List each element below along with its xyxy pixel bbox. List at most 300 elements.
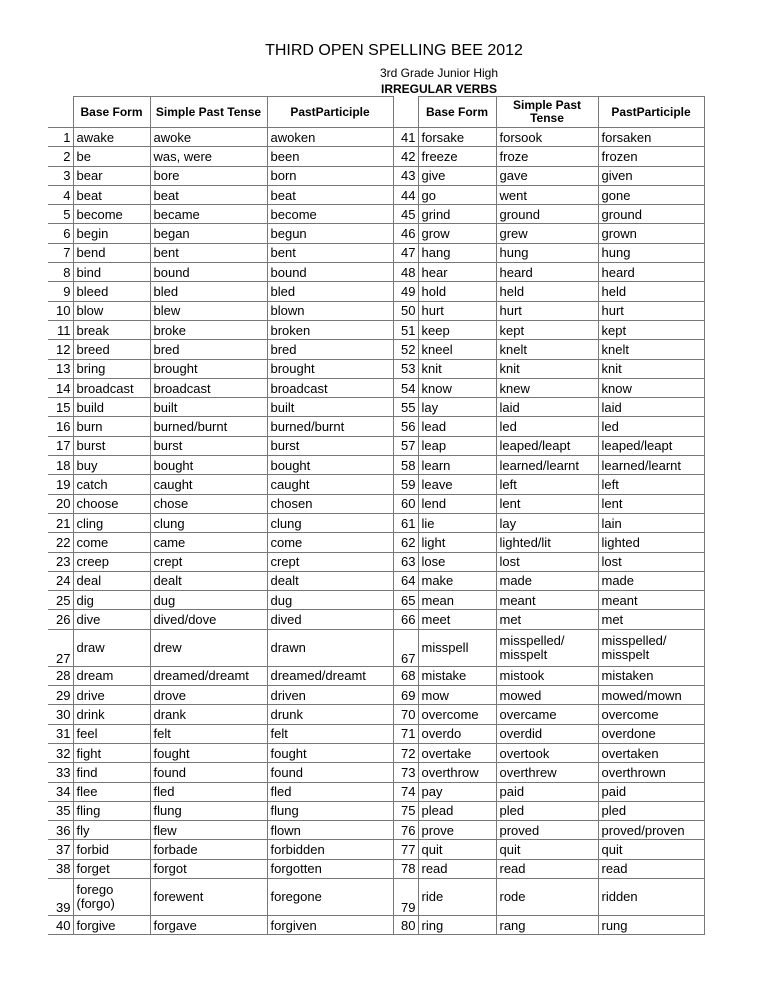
simple-past-cell: lent [496, 494, 598, 513]
past-participle-cell: burst [267, 436, 393, 455]
past-participle-cell: found [267, 763, 393, 782]
past-participle-cell: drunk [267, 705, 393, 724]
verb-number: 18 [48, 456, 73, 475]
base-form-cell: lead [418, 417, 496, 436]
base-form-cell: dig [73, 591, 150, 610]
verb-number: 8 [48, 263, 73, 282]
base-form-cell: overthrow [418, 763, 496, 782]
past-participle-cell: mistaken [598, 666, 704, 685]
simple-past-cell: bore [150, 166, 267, 185]
verb-number: 69 [393, 686, 418, 705]
simple-past-cell: felt [150, 724, 267, 743]
table-row [48, 205, 704, 224]
past-participle-cell: broken [267, 320, 393, 339]
table-row [48, 282, 704, 301]
base-form-cell: fight [73, 743, 150, 762]
simple-past-cell: crept [150, 552, 267, 571]
table-row [48, 378, 704, 397]
page-title: THIRD OPEN SPELLING BEE 2012 [265, 42, 523, 59]
base-form-cell: drive [73, 686, 150, 705]
past-participle-cell: flung [267, 801, 393, 820]
simple-past-cell: laid [496, 398, 598, 417]
base-form-cell: bring [73, 359, 150, 378]
simple-past-cell: lighted/lit [496, 533, 598, 552]
base-form-cell: grow [418, 224, 496, 243]
table-row [48, 147, 704, 166]
table-row [48, 610, 704, 629]
simple-past-cell: brought [150, 359, 267, 378]
verb-number: 45 [393, 205, 418, 224]
simple-past-cell: held [496, 282, 598, 301]
simple-past-cell: rang [496, 915, 598, 934]
verb-number: 7 [48, 243, 73, 262]
past-participle-cell: led [598, 417, 704, 436]
base-form-cell: burst [73, 436, 150, 455]
verb-number: 53 [393, 359, 418, 378]
base-form-cell: kneel [418, 340, 496, 359]
simple-past-cell: beat [150, 185, 267, 204]
base-form-cell: go [418, 185, 496, 204]
verb-number: 65 [393, 591, 418, 610]
past-participle-cell: felt [267, 724, 393, 743]
simple-past-cell: flung [150, 801, 267, 820]
base-form-cell: mow [418, 686, 496, 705]
past-participle-cell: kept [598, 320, 704, 339]
table-row [48, 686, 704, 705]
past-participle-cell: blown [267, 301, 393, 320]
simple-past-cell: drank [150, 705, 267, 724]
past-participle-cell: given [598, 166, 704, 185]
base-form-cell: give [418, 166, 496, 185]
past-participle-cell: forsaken [598, 128, 704, 147]
verb-number: 17 [48, 436, 73, 455]
table-row [48, 878, 704, 915]
verb-number: 46 [393, 224, 418, 243]
header-base-form-left: Base Form [73, 97, 150, 128]
table-row [48, 840, 704, 859]
verb-number: 38 [48, 859, 73, 878]
verb-number: 35 [48, 801, 73, 820]
verb-number: 61 [393, 513, 418, 532]
simple-past-cell: broadcast [150, 378, 267, 397]
simple-past-cell: proved [496, 821, 598, 840]
simple-past-cell: gave [496, 166, 598, 185]
past-participle-cell: chosen [267, 494, 393, 513]
past-participle-cell: met [598, 610, 704, 629]
past-participle-cell: fled [267, 782, 393, 801]
past-participle-cell: read [598, 859, 704, 878]
simple-past-cell: chose [150, 494, 267, 513]
verb-number: 27 [48, 629, 73, 666]
simple-past-cell: overthrew [496, 763, 598, 782]
simple-past-cell: came [150, 533, 267, 552]
simple-past-cell: led [496, 417, 598, 436]
base-form-cell: begin [73, 224, 150, 243]
past-participle-cell: begun [267, 224, 393, 243]
base-form-cell: knit [418, 359, 496, 378]
past-participle-cell: grown [598, 224, 704, 243]
simple-past-cell: knelt [496, 340, 598, 359]
verb-number: 52 [393, 340, 418, 359]
base-form-cell: lose [418, 552, 496, 571]
past-participle-cell: been [267, 147, 393, 166]
simple-past-cell: dreamed/dreamt [150, 666, 267, 685]
verb-number: 80 [393, 915, 418, 934]
past-participle-cell: rung [598, 915, 704, 934]
verb-number: 44 [393, 185, 418, 204]
table-row [48, 533, 704, 552]
base-form-cell: lend [418, 494, 496, 513]
base-form-cell: fling [73, 801, 150, 820]
verb-number: 29 [48, 686, 73, 705]
past-participle-cell: lain [598, 513, 704, 532]
base-form-cell: find [73, 763, 150, 782]
past-participle-cell: awoken [267, 128, 393, 147]
table-row [48, 359, 704, 378]
base-form-cell: deal [73, 571, 150, 590]
past-participle-cell: dealt [267, 571, 393, 590]
base-form-cell: beat [73, 185, 150, 204]
past-participle-cell: bred [267, 340, 393, 359]
verb-number: 77 [393, 840, 418, 859]
table-row [48, 436, 704, 455]
table-row [48, 494, 704, 513]
base-form-cell: forget [73, 859, 150, 878]
verb-number: 6 [48, 224, 73, 243]
base-form-cell: read [418, 859, 496, 878]
table-row [48, 185, 704, 204]
past-participle-cell: flown [267, 821, 393, 840]
base-form-cell: plead [418, 801, 496, 820]
past-participle-cell: frozen [598, 147, 704, 166]
past-participle-cell: bled [267, 282, 393, 301]
verb-number: 28 [48, 666, 73, 685]
table-row [48, 743, 704, 762]
past-participle-cell: pled [598, 801, 704, 820]
verb-number: 70 [393, 705, 418, 724]
base-form-cell: prove [418, 821, 496, 840]
base-form-cell: hurt [418, 301, 496, 320]
base-form-cell: bear [73, 166, 150, 185]
past-participle-cell: left [598, 475, 704, 494]
base-form-cell: become [73, 205, 150, 224]
verb-number: 43 [393, 166, 418, 185]
base-form-cell: forbid [73, 840, 150, 859]
base-form-cell: come [73, 533, 150, 552]
base-form-cell: leap [418, 436, 496, 455]
simple-past-cell: forgot [150, 859, 267, 878]
past-participle-cell: burned/burnt [267, 417, 393, 436]
past-participle-cell: ground [598, 205, 704, 224]
base-form-cell: make [418, 571, 496, 590]
simple-past-cell: mowed [496, 686, 598, 705]
header-past-participle-left: PastParticiple [267, 97, 393, 128]
verb-number: 71 [393, 724, 418, 743]
simple-past-cell: found [150, 763, 267, 782]
verb-number: 75 [393, 801, 418, 820]
verb-number: 15 [48, 398, 73, 417]
simple-past-cell: ground [496, 205, 598, 224]
verb-number: 19 [48, 475, 73, 494]
past-participle-cell: clung [267, 513, 393, 532]
base-form-cell: dive [73, 610, 150, 629]
verb-number: 68 [393, 666, 418, 685]
past-participle-cell: born [267, 166, 393, 185]
simple-past-cell: bent [150, 243, 267, 262]
verb-number: 67 [393, 629, 418, 666]
base-form-cell: cling [73, 513, 150, 532]
simple-past-cell: bred [150, 340, 267, 359]
verb-number: 30 [48, 705, 73, 724]
verb-number: 34 [48, 782, 73, 801]
past-participle-cell: knit [598, 359, 704, 378]
verb-number: 56 [393, 417, 418, 436]
table-row [48, 243, 704, 262]
simple-past-cell: dug [150, 591, 267, 610]
page-subtitle: 3rd Grade Junior High [379, 66, 499, 80]
base-form-cell: feel [73, 724, 150, 743]
simple-past-cell: flew [150, 821, 267, 840]
simple-past-cell: lay [496, 513, 598, 532]
header-past-participle-right: PastParticiple [598, 97, 704, 128]
table-row [48, 301, 704, 320]
base-form-cell: bleed [73, 282, 150, 301]
verb-number: 47 [393, 243, 418, 262]
base-form-cell: buy [73, 456, 150, 475]
base-form-cell: build [73, 398, 150, 417]
base-form-cell: burn [73, 417, 150, 436]
past-participle-cell: overcome [598, 705, 704, 724]
past-participle-cell: misspelled/ misspelt [598, 629, 704, 666]
verb-number: 9 [48, 282, 73, 301]
simple-past-cell: misspelled/ misspelt [496, 629, 598, 666]
simple-past-cell: drew [150, 629, 267, 666]
verb-number: 21 [48, 513, 73, 532]
past-participle-cell: lighted [598, 533, 704, 552]
table-row [48, 915, 704, 934]
verb-number: 5 [48, 205, 73, 224]
simple-past-cell: burned/burnt [150, 417, 267, 436]
table-row [48, 666, 704, 685]
table-row [48, 263, 704, 282]
header-simple-past-right: Simple Past Tense [496, 97, 598, 128]
verb-number: 58 [393, 456, 418, 475]
past-participle-cell: dreamed/dreamt [267, 666, 393, 685]
past-participle-cell: held [598, 282, 704, 301]
simple-past-cell: read [496, 859, 598, 878]
base-form-cell: break [73, 320, 150, 339]
base-form-cell: mean [418, 591, 496, 610]
simple-past-cell: meant [496, 591, 598, 610]
verb-number: 59 [393, 475, 418, 494]
verb-number: 1 [48, 128, 73, 147]
table-row [48, 859, 704, 878]
verb-number: 72 [393, 743, 418, 762]
base-form-cell: quit [418, 840, 496, 859]
verb-number: 79 [393, 878, 418, 915]
verb-number: 2 [48, 147, 73, 166]
simple-past-cell: lost [496, 552, 598, 571]
past-participle-cell: quit [598, 840, 704, 859]
table-row [48, 456, 704, 475]
table-row [48, 417, 704, 436]
base-form-cell: hang [418, 243, 496, 262]
verb-number: 48 [393, 263, 418, 282]
base-form-cell: bend [73, 243, 150, 262]
past-participle-cell: brought [267, 359, 393, 378]
past-participle-cell: foregone [267, 878, 393, 915]
simple-past-cell: drove [150, 686, 267, 705]
simple-past-cell: heard [496, 263, 598, 282]
base-form-cell: forgive [73, 915, 150, 934]
past-participle-cell: driven [267, 686, 393, 705]
verb-number: 24 [48, 571, 73, 590]
past-participle-cell: dug [267, 591, 393, 610]
header-row [48, 97, 704, 128]
past-participle-cell: overthrown [598, 763, 704, 782]
base-form-cell: leave [418, 475, 496, 494]
verb-number: 57 [393, 436, 418, 455]
verb-number: 42 [393, 147, 418, 166]
simple-past-cell: made [496, 571, 598, 590]
table-row [48, 782, 704, 801]
simple-past-cell: kept [496, 320, 598, 339]
simple-past-cell: dived/dove [150, 610, 267, 629]
table-row [48, 340, 704, 359]
header-base-form-right: Base Form [418, 97, 496, 128]
verb-number: 50 [393, 301, 418, 320]
past-participle-cell: know [598, 378, 704, 397]
verb-number: 25 [48, 591, 73, 610]
past-participle-cell: fought [267, 743, 393, 762]
past-participle-cell: forbidden [267, 840, 393, 859]
past-participle-cell: broadcast [267, 378, 393, 397]
header-number-spacer [48, 97, 73, 128]
base-form-cell: drink [73, 705, 150, 724]
table-row [48, 552, 704, 571]
table-row [48, 398, 704, 417]
past-participle-cell: proved/proven [598, 821, 704, 840]
past-participle-cell: gone [598, 185, 704, 204]
verb-number: 63 [393, 552, 418, 571]
verb-number: 64 [393, 571, 418, 590]
past-participle-cell: bound [267, 263, 393, 282]
verb-number: 32 [48, 743, 73, 762]
simple-past-cell: broke [150, 320, 267, 339]
table-row [48, 571, 704, 590]
base-form-cell: bind [73, 263, 150, 282]
past-participle-cell: heard [598, 263, 704, 282]
simple-past-cell: clung [150, 513, 267, 532]
simple-past-cell: went [496, 185, 598, 204]
simple-past-cell: knit [496, 359, 598, 378]
irregular-verbs-table [48, 96, 705, 935]
base-form-cell: keep [418, 320, 496, 339]
past-participle-cell: hurt [598, 301, 704, 320]
simple-past-cell: forsook [496, 128, 598, 147]
verb-table-body [48, 128, 704, 935]
base-form-cell: lay [418, 398, 496, 417]
verb-number: 23 [48, 552, 73, 571]
simple-past-cell: forewent [150, 878, 267, 915]
simple-past-cell: grew [496, 224, 598, 243]
verb-number: 40 [48, 915, 73, 934]
table-row [48, 763, 704, 782]
base-form-cell: fly [73, 821, 150, 840]
base-form-cell: be [73, 147, 150, 166]
base-form-cell: dream [73, 666, 150, 685]
verb-number: 3 [48, 166, 73, 185]
simple-past-cell: awoke [150, 128, 267, 147]
table-row [48, 705, 704, 724]
verb-number: 37 [48, 840, 73, 859]
past-participle-cell: hung [598, 243, 704, 262]
simple-past-cell: built [150, 398, 267, 417]
simple-past-cell: bled [150, 282, 267, 301]
past-participle-cell: laid [598, 398, 704, 417]
past-participle-cell: lent [598, 494, 704, 513]
verb-number: 33 [48, 763, 73, 782]
past-participle-cell: come [267, 533, 393, 552]
base-form-cell: know [418, 378, 496, 397]
verb-number: 54 [393, 378, 418, 397]
verb-number: 12 [48, 340, 73, 359]
simple-past-cell: left [496, 475, 598, 494]
base-form-cell: overcome [418, 705, 496, 724]
base-form-cell: lie [418, 513, 496, 532]
verb-number: 39 [48, 878, 73, 915]
verb-number: 10 [48, 301, 73, 320]
past-participle-cell: made [598, 571, 704, 590]
verb-number: 60 [393, 494, 418, 513]
table-row [48, 166, 704, 185]
verb-number: 78 [393, 859, 418, 878]
simple-past-cell: overtook [496, 743, 598, 762]
table-row [48, 224, 704, 243]
verb-number: 51 [393, 320, 418, 339]
base-form-cell: forsake [418, 128, 496, 147]
verb-number: 11 [48, 320, 73, 339]
base-form-cell: draw [73, 629, 150, 666]
base-form-cell: ride [418, 878, 496, 915]
simple-past-cell: met [496, 610, 598, 629]
simple-past-cell: rode [496, 878, 598, 915]
verb-number: 16 [48, 417, 73, 436]
base-form-cell: freeze [418, 147, 496, 166]
verb-number: 4 [48, 185, 73, 204]
verb-number: 73 [393, 763, 418, 782]
simple-past-cell: quit [496, 840, 598, 859]
verb-number: 22 [48, 533, 73, 552]
simple-past-cell: knew [496, 378, 598, 397]
simple-past-cell: pled [496, 801, 598, 820]
base-form-cell: ring [418, 915, 496, 934]
past-participle-cell: overtaken [598, 743, 704, 762]
past-participle-cell: crept [267, 552, 393, 571]
table-row [48, 513, 704, 532]
base-form-cell: mistake [418, 666, 496, 685]
verb-number: 14 [48, 378, 73, 397]
simple-past-cell: overcame [496, 705, 598, 724]
past-participle-cell: meant [598, 591, 704, 610]
base-form-cell: broadcast [73, 378, 150, 397]
past-participle-cell: lost [598, 552, 704, 571]
table-row [48, 475, 704, 494]
verb-number: 74 [393, 782, 418, 801]
table-row [48, 724, 704, 743]
past-participle-cell: caught [267, 475, 393, 494]
base-form-cell: overdo [418, 724, 496, 743]
